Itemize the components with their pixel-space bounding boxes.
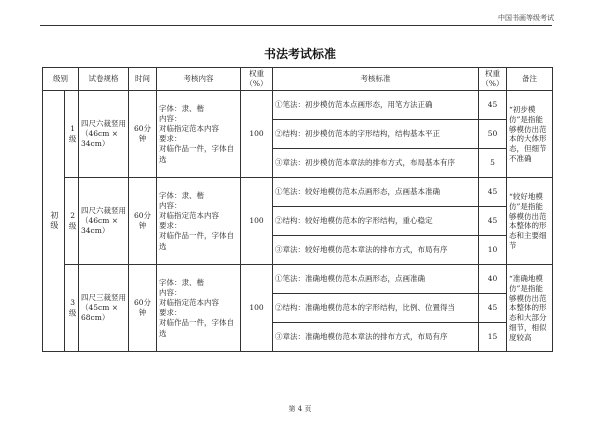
- page-number: 第 4 页: [288, 405, 312, 413]
- content-cell: 字体：隶、楷 内容： 对临指定范本内容 要求： 对临作品一件，字体自选: [157, 265, 241, 352]
- criteria-cell: ①笔法：准确地模仿范本点画形态，点画准确: [273, 265, 479, 294]
- spec-cell: 四尺六裁竖用（46cm × 34cm）: [79, 178, 129, 265]
- table-row: [43, 91, 553, 120]
- criteria-weight-cell: 40: [479, 265, 507, 294]
- criteria-weight-cell: 45: [479, 294, 507, 323]
- sub-level-label: 3级: [68, 298, 78, 319]
- content-cell: 字体：隶、楷 内容： 对临指定范本内容 要求： 对临作品一件，字体自选: [157, 91, 241, 178]
- note-cell: “较好地模仿”是指能够模仿出范本整体的形态和主要细节: [507, 178, 553, 265]
- main-level-label: 初级: [49, 211, 59, 232]
- sub-level-label: 1级: [68, 124, 78, 145]
- criteria-cell: ③章法：准确地模仿范本章法的排布方式，布局有序: [273, 323, 479, 352]
- sub-level-cell: [65, 91, 79, 178]
- col-header-level: 级别: [43, 68, 79, 91]
- weight-cell: 100: [241, 178, 273, 265]
- col-header-note: 备注: [507, 68, 553, 91]
- standards-table: [42, 67, 553, 352]
- criteria-weight-cell: 45: [479, 91, 507, 120]
- col-header-criteria: 考核标准: [273, 68, 479, 91]
- col-header-spec: 试卷规格: [79, 68, 129, 91]
- criteria-cell: ②结构：初步模仿范本的字形结构，结构基本平正: [273, 120, 479, 149]
- weight-cell: 100: [241, 91, 273, 178]
- sub-level-cell: [65, 178, 79, 265]
- spec-cell: 四尺三裁竖用（45cm × 68cm）: [79, 265, 129, 352]
- sub-level-label: 2级: [68, 211, 78, 232]
- weight-cell: 100: [241, 265, 273, 352]
- criteria-weight-cell: 5: [479, 149, 507, 178]
- table-row: [43, 178, 553, 207]
- time-cell: 60分钟: [129, 178, 157, 265]
- header-rule: [40, 25, 552, 26]
- criteria-cell: ②结构：较好地模仿范本的字形结构，重心稳定: [273, 207, 479, 236]
- note-cell: “初步模仿”是指能够模仿出范本的大体形态，但细节不准确: [507, 91, 553, 178]
- criteria-weight-cell: 50: [479, 120, 507, 149]
- criteria-cell: ③章法：初步模仿范本章法的排布方式，布局基本有序: [273, 149, 479, 178]
- table-header-row: [43, 68, 553, 91]
- sub-level-cell: [65, 265, 79, 352]
- document-title: 书法考试标准: [263, 47, 336, 61]
- criteria-cell: ①笔法：较好地模仿范本点画形态，点画基本准确: [273, 178, 479, 207]
- running-header: 中国书画等级考试: [498, 14, 554, 22]
- col-header-weight: 权重（%）: [241, 68, 273, 91]
- spec-cell: 四尺六裁竖用（46cm × 34cm）: [79, 91, 129, 178]
- content-cell: 字体：隶、楷 内容： 对临指定范本内容 要求： 对临作品一件，字体自选: [157, 178, 241, 265]
- criteria-weight-cell: 10: [479, 236, 507, 265]
- table-row: [43, 265, 553, 294]
- note-cell: “准确地模仿”是指能够模仿出范本整体的形态和大部分细节，相似度较高: [507, 265, 553, 352]
- criteria-weight-cell: 45: [479, 207, 507, 236]
- main-level-cell: [43, 91, 65, 352]
- col-header-content: 考核内容: [157, 68, 241, 91]
- criteria-cell: ③章法：较好地模仿范本章法的排布方式，布局有序: [273, 236, 479, 265]
- criteria-weight-cell: 15: [479, 323, 507, 352]
- time-cell: 60分钟: [129, 265, 157, 352]
- criteria-cell: ②结构：准确地模仿范本的字形结构，比例、位置得当: [273, 294, 479, 323]
- time-cell: 60分钟: [129, 91, 157, 178]
- criteria-cell: ①笔法：初步模仿范本点画形态，用笔方法正确: [273, 91, 479, 120]
- criteria-weight-cell: 45: [479, 178, 507, 207]
- col-header-criteria-weight: 权重（%）: [479, 68, 507, 91]
- col-header-time: 时间: [129, 68, 157, 91]
